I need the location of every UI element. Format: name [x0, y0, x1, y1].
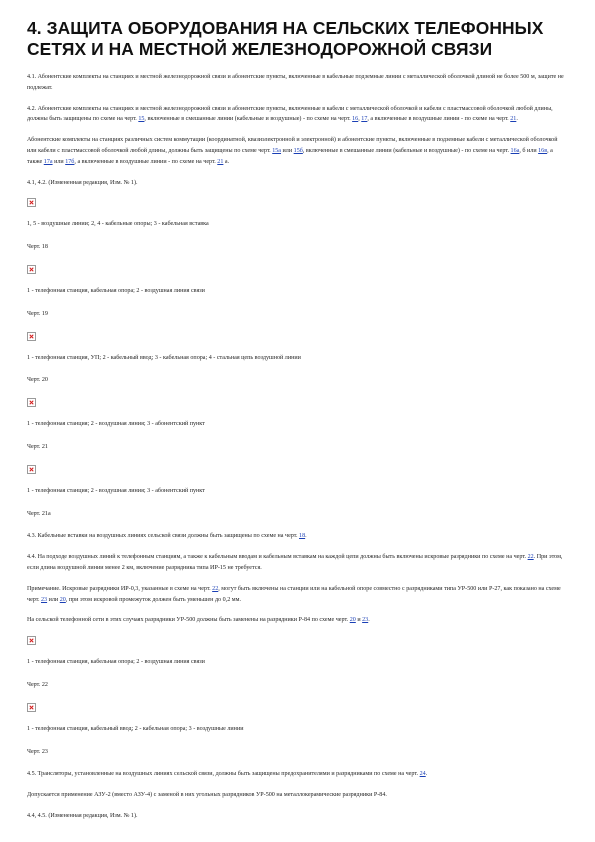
figure-link[interactable]: 17б: [65, 158, 75, 165]
figure-link[interactable]: 18: [299, 533, 306, 540]
text-run: 1, 5 - воздушные линии; 2, 4 - кабельные опоры; 3 - кабельная вставка: [27, 221, 209, 228]
figure-caption: [27, 219, 568, 230]
text-run: 4.4. На подходе воздушных линий к телефонным станциям, а также к кабельным вводам и кабельным вставкам на каждой цепи должны быть включены искровые разрядники по схеме на черт.: [27, 554, 528, 561]
text-run: Допускается применение АЗУ-2 (вместо АЗУ-4) с заменой в них угольных разрядников УР-500 на металлокерамические разрядники Р-84.: [27, 792, 387, 799]
figure-19-image: [27, 265, 36, 274]
text-run: , могут быть включены на станции или на кабельной опоре совместно с разрядниками типа УР-500 или Р-27, как показано на схеме черт.: [27, 585, 561, 603]
text-run: 4.1. Абонентские комплекты на станциях и местной железнодорожной связи и абонентские пункты, включенные в кабельные подземные линии с металлической оболочкой длиной не более 500 м, защите не подлежат.: [27, 74, 564, 91]
text-run: Абонентские комплекты на станциях различных систем коммутации (координатной, квазиэлектронной и электронной) и абонентские пункты, включенные в подземные кабели с металлической оболочкой или кабели с пластмассовой оболочкой любой длины, должны быть защищены по схеме черт.: [27, 137, 558, 154]
text-run: а.: [223, 158, 230, 165]
text-run: .: [305, 533, 307, 540]
figure-caption: [27, 657, 568, 668]
text-run: или: [52, 158, 66, 165]
figure-link[interactable]: 16: [352, 116, 359, 123]
figure-link[interactable]: 22: [212, 585, 219, 592]
figure-label: [27, 375, 568, 386]
text-run: Черт. 22: [27, 681, 48, 688]
paragraph: [27, 178, 568, 189]
text-run: , включенные в смешанные линии (кабельные и воздушные) - по схеме на черт.: [302, 147, 511, 154]
text-run: 4.5. Трансляторы, установленные на воздушных линиях сельской связи, должны быть защищены предохранителями и разрядниками по схеме на черт.: [27, 771, 420, 778]
figure-link[interactable]: 22: [527, 554, 534, 561]
text-run: Черт. 23: [27, 748, 48, 755]
text-run: 4.3. Кабельные вставки на воздушных линиях сельской связи должны быть защищены по схеме на черт.: [27, 533, 300, 540]
figure-link[interactable]: 16а: [510, 147, 520, 154]
figure-caption: [27, 724, 568, 735]
page-title: 4. ЗАЩИТА ОБОРУДОВАНИЯ НА СЕЛЬСКИХ ТЕЛЕФОННЫХ СЕТЯХ И НА МЕСТНОЙ ЖЕЛЕЗНОДОРОЖНОЙ СВЯЗИ: [27, 18, 544, 59]
figure-link[interactable]: 17а: [43, 158, 53, 165]
figure-caption: [27, 486, 568, 497]
text-run: Черт. 21: [27, 443, 48, 450]
text-run: ,: [358, 116, 362, 123]
figure-20-image: [27, 332, 36, 341]
figure-label: [27, 509, 568, 520]
figure-link[interactable]: 21: [510, 116, 517, 123]
text-run: 1 - телефонная станция; 2 - воздушная линия; 3 - абонентский пункт: [27, 487, 205, 494]
figure-22-image: [27, 636, 36, 645]
text-run: и: [355, 617, 363, 624]
text-run: , а включенные в воздушные линии - по схеме на черт.: [367, 116, 511, 123]
paragraph: [27, 104, 568, 126]
text-run: или: [47, 596, 60, 603]
text-run: , включенные в смешанные линии (кабельные и воздушные) - по схеме на черт.: [144, 116, 353, 123]
text-run: Черт. 19: [27, 310, 48, 317]
figure-link[interactable]: 20: [349, 617, 356, 624]
figure-link[interactable]: 21: [217, 158, 224, 165]
figure-21a-image: [27, 465, 36, 474]
text-run: Примечание. Искровые разрядники ИР-0,3, указанные в схеме на черт.: [27, 585, 213, 592]
text-run: .: [516, 116, 518, 123]
figure-23-image: [27, 703, 36, 712]
figure-label: [27, 242, 568, 253]
text-run: , при этом искровой промежуток должен быть уменьшен до 0,2 мм.: [65, 596, 242, 603]
text-run: .: [368, 617, 370, 624]
paragraph: [27, 790, 568, 801]
figure-caption: [27, 286, 568, 297]
figure-caption: [27, 419, 568, 430]
text-run: 4.1, 4.2. (Измененная редакция, Изм. № 1).: [27, 179, 138, 186]
text-run: , б или: [519, 147, 539, 154]
paragraph: [27, 769, 568, 780]
paragraph: [27, 811, 568, 822]
text-run: На сельской телефонной сети в этих случаях разрядники УР-500 должны быть заменены на разрядники Р-84 по схеме черт.: [27, 617, 350, 624]
paragraph: [27, 135, 568, 167]
document: [27, 18, 568, 832]
text-run: Черт. 20: [27, 377, 48, 384]
paragraph: [27, 584, 568, 606]
figure-label: [27, 747, 568, 758]
text-run: Черт. 18: [27, 244, 48, 251]
figure-18-image: [27, 198, 36, 207]
text-run: 4.2. Абонентские комплекты на станциях и местной железнодорожной связи и абонентские пункты, включенные в кабели с металлической оболочкой и кабели с пластмассовой оболочкой любой длины, должны быть защищены по схеме на черт.: [27, 105, 553, 123]
figure-label: [27, 442, 568, 453]
paragraph: [27, 531, 568, 542]
text-run: 1 - телефонная станция; 2 - воздушная линия; 3 - абонентский пункт: [27, 421, 205, 428]
text-run: , а включенные в воздушные линии - по схеме на черт.: [74, 158, 218, 165]
figure-label: [27, 680, 568, 691]
figure-link[interactable]: 23: [41, 596, 48, 603]
figure-21-image: [27, 398, 36, 407]
text-run: , а также: [27, 147, 553, 165]
figure-link[interactable]: 15: [138, 116, 145, 123]
figure-link[interactable]: 17: [361, 116, 368, 123]
text-run: . При этом, если длина воздушной линии менее 2 км, включение разрядника типа ИР-15 не требуется.: [27, 554, 563, 571]
figure-link[interactable]: 24: [419, 771, 426, 778]
figure-caption: [27, 353, 568, 364]
text-run: 1 - телефонная станция, УП; 2 - кабельный ввод; 3 - кабельная опора; 4 - стальная цепь воздушной линии: [27, 354, 301, 361]
figure-link[interactable]: 15а: [272, 147, 282, 154]
figure-label: [27, 309, 568, 320]
text-run: 1 - телефонная станция, кабельная опора; 2 - воздушная линия связи: [27, 287, 205, 294]
text-run: 1 - телефонная станция, кабельная опора; 2 - воздушная линия связи: [27, 659, 205, 666]
text-run: 1 - телефонная станция, кабельный ввод; 2 - кабельная опора; 3 - воздушные линии: [27, 725, 244, 732]
figure-link[interactable]: 20: [59, 596, 66, 603]
text-run: 4.4, 4.5. (Измененная редакция, Изм. № 1).: [27, 812, 138, 819]
figure-link[interactable]: 16в: [538, 147, 548, 154]
text-run: Черт. 21а: [27, 510, 51, 517]
figure-link[interactable]: 23: [362, 617, 369, 624]
figure-link[interactable]: 15б: [293, 147, 303, 154]
paragraph: [27, 72, 568, 94]
document-body: [27, 72, 568, 822]
paragraph: [27, 552, 568, 574]
text-run: .: [425, 771, 428, 778]
paragraph: [27, 615, 568, 626]
text-run: или: [281, 147, 294, 154]
